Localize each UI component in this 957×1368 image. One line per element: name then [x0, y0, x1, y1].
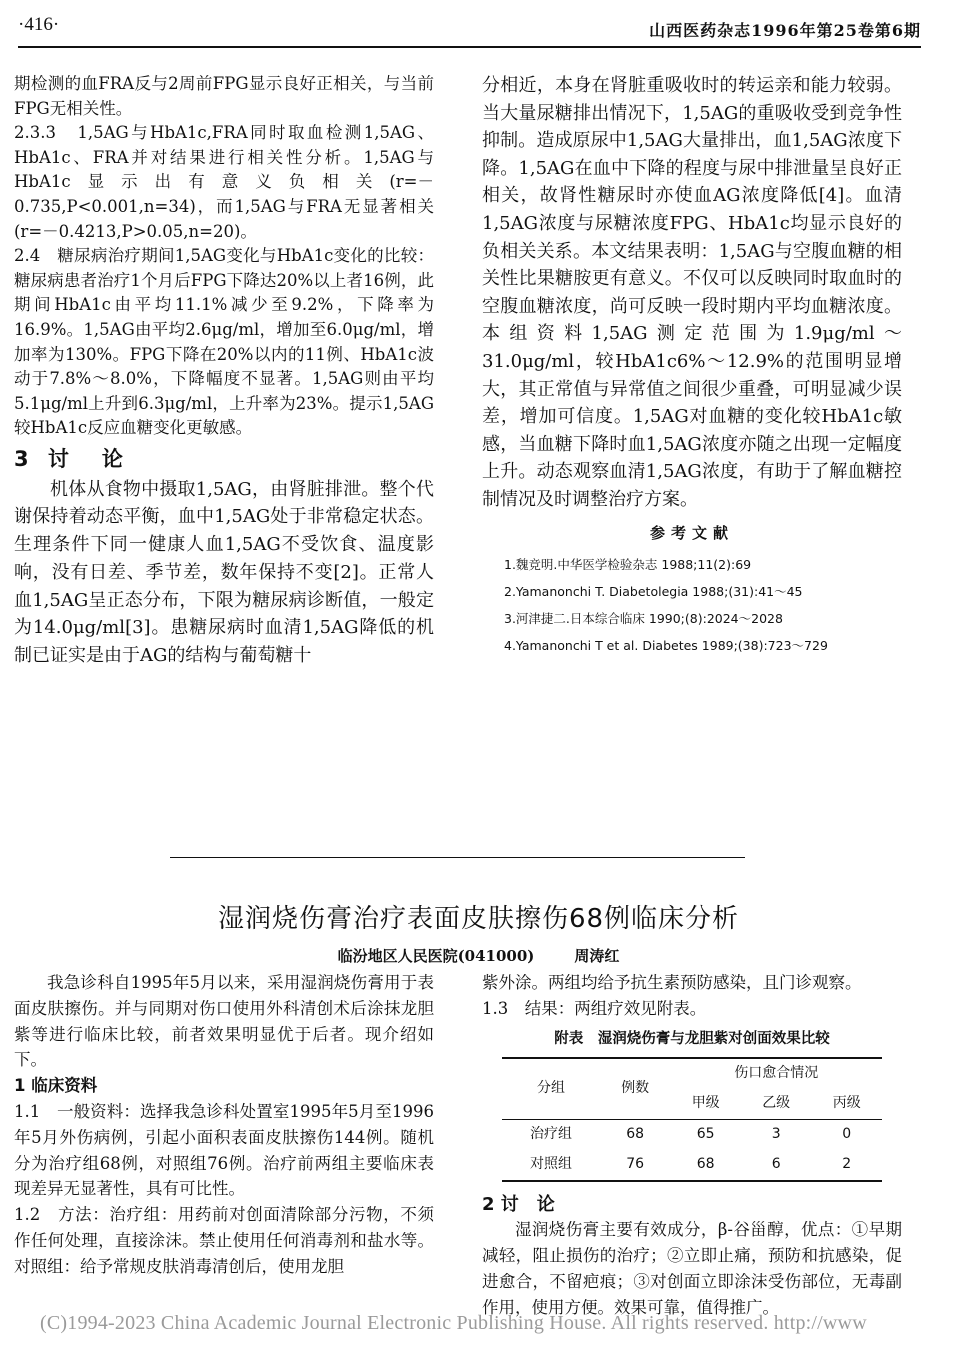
- section-heading: 2 讨 论: [482, 1193, 555, 1215]
- table-cell: 3: [771, 1125, 781, 1142]
- table-header-group: 分组: [502, 1058, 600, 1119]
- article-title: 湿润烧伤膏治疗表面皮肤擦伤68例临床分析: [217, 904, 740, 934]
- paragraph: 1.3 结果：两组疗效见附表。: [482, 998, 707, 1018]
- table-header-heal: 伤口愈合情况: [670, 1058, 882, 1089]
- paragraph: 湿润烧伤膏主要有效成分，β-谷甾醇，优点：①早期减轻，阻止损伤的治疗；②立即止痛，预防和抗感染，促进愈合，不留疤痕；③对创面立即涂沫受伤部位，无毒副作用，使用方便。效果可靠，值得推广。: [482, 1220, 902, 1317]
- paragraph: 2.4 糖尿病治疗期间1,5AG变化与HbA1c变化的比较：糖尿病患者治疗1个月后FPG下降达20%以上者16例，此期间HbA1c由平均11.1%减少至9.2%，下降率为16.9%。1,5AG由平均2.6μg/ml，增加至6.0μg/ml，增加率为130%。FPG下降在20%以内的11例、HbA1c波动于7.8%～8.0%，下降幅度不显著。1,5AG则由平均5.1μg/ml上升到6.3μg/ml，上升率为23%。提示1,5AG较HbA1c反应血糖变化更敏感。: [14, 246, 434, 438]
- table-header-grade: 乙级: [741, 1089, 812, 1119]
- reference-item: 4.Yamanonchi T et al. Diabetes 1989;(38):723～729: [504, 638, 828, 654]
- table-cell: 治疗组: [529, 1125, 572, 1142]
- header-rule: [18, 46, 921, 48]
- paragraph: 1.2 方法：治疗组：用药前对创面清除部分污物，不须作任何处理，直接涂沫。禁止使用任何消毒剂和盐水等。对照组：给予常规皮肤消毒清创后，使用龙胆: [14, 1205, 434, 1276]
- reference-item: 1.魏竞明.中华医学检验杂志 1988;11(2):69: [504, 557, 752, 573]
- paragraph: 我急诊科自1995年5月以来，采用湿润烧伤膏用于表面皮肤擦伤。并与同期对伤口使用外科清创术后涂抹龙胆紫等进行临床比较，前者效果明显优于后者。现介绍如下。: [14, 973, 434, 1070]
- table-header-grade: 甲级: [670, 1089, 741, 1119]
- paragraph: 紫外涂。两组均给予抗生素预防感染，且门诊观察。: [482, 973, 862, 992]
- table-row: [502, 1150, 882, 1181]
- lower-right-column: [482, 970, 902, 1321]
- paragraph: 期检测的血FRA反与2周前FPG显示良好正相关，与当前FPG无相关性。: [14, 74, 434, 118]
- author-name: 周涛红: [574, 947, 620, 965]
- table-cell: 76: [600, 1150, 671, 1181]
- results-table: [502, 1057, 882, 1181]
- table-cell: 6: [741, 1150, 812, 1181]
- reference-item: 3.河津捷二.日本综合临床 1990;(8):2024～2028: [504, 611, 783, 627]
- copyright-footer: (C)1994-2023 China Academic Journal Electronic Publishing House. All rights reserved. http://www: [40, 1312, 867, 1334]
- author-line: [0, 945, 957, 966]
- section-heading: 1 临床资料: [14, 1076, 98, 1096]
- upper-left-column: [14, 72, 434, 670]
- paragraph: 机体从食物中摄取1,5AG，由肾脏排泄。整个代谢保持着动态平衡，血中1,5AG处于非常稳定状态。生理条件下同一健康人血1,5AG不受饮食、温度影响，没有日差、季节差，数年保持不变[2]。正常人血1,5AG呈正态分布，下限为糖尿病诊断值，一般定为14.0μg/ml[3]。患糖尿病时血清1,5AG降低的机制已证实是由于AG的结构与葡萄糖十: [14, 478, 434, 667]
- paragraph: 1.1 一般资料：选择我急诊科处置室1995年5月至1996年5月外伤病例，引起小面积表面皮肤擦伤144例。随机分为治疗组68例，对照组76例。治疗前两组主要临床表现差异无显著性，具有可比性。: [14, 1101, 434, 1199]
- table-cell: 0: [842, 1125, 852, 1142]
- table-row: [502, 1119, 882, 1149]
- upper-right-column: [482, 72, 902, 659]
- references-list: [482, 551, 902, 659]
- reference-item: 2.Yamanonchi T. Diabetolegia 1988;(31):41～45: [504, 584, 803, 600]
- table-cell: 65: [696, 1125, 715, 1142]
- references-title: 参考文献: [649, 523, 734, 542]
- table-cell: 2: [811, 1150, 882, 1181]
- table-cell: 68: [670, 1150, 741, 1181]
- table-cell: 68: [626, 1125, 645, 1142]
- table-cell: 对照组: [502, 1150, 600, 1181]
- paragraph: 2.3.3 1,5AG与HbA1c,FRA同时取血检测1,5AG、HbA1c、FRA并对结果进行相关性分析。1,5AG与HbA1c显示出有意义负相关(r=－0.735,P<0.001,n=34)，而1,5AG与FRA无显著相关(r=－0.4213,P>0.05,n=20)。: [14, 123, 434, 241]
- article-divider: [170, 857, 745, 858]
- lower-left-column: [14, 970, 434, 1280]
- table-header-count: 例数: [600, 1058, 671, 1119]
- page-number: ·416·: [18, 14, 60, 35]
- affiliation: 临汾地区人民医院(041000): [337, 947, 535, 965]
- paragraph: 分相近，本身在肾脏重吸收时的转运亲和能力较弱。当大量尿糖排出情况下，1,5AG的重吸收受到竞争性抑制。造成原尿中1,5AG大量排出，血1,5AG浓度下降。1,5AG在血中下降的程度与尿中排泄量呈良好正相关，故肾性糖尿时亦使血AG浓度降低[4]。血清1,5AG浓度与尿糖浓度FPG、HbA1c均显示良好的负相关关系。本文结果表明：1,5AG与空腹血糖的相关性比果糖胺更有意义。不仅可以反映同时取血时的空腹血糖浓度，尚可反映一段时期内平均血糖浓度。本组资料1,5AG测定范围为1.9μg/ml～31.0μg/ml，较HbA1c6%～12.9%的范围明显增大，其正常值与异常值之间很少重叠，可明显减少误差，增加可信度。1,5AG对血糖的变化较HbA1c敏感，当血糖下降时血1,5AG浓度亦随之出现一定幅度上升。动态观察血清1,5AG浓度，有助于了解血糖控制情况及时调整治疗方案。: [482, 75, 902, 510]
- table-header-grade: 丙级: [811, 1089, 882, 1119]
- table-title: 附表 湿润烧伤膏与龙胆紫对创面效果比较: [554, 1029, 830, 1047]
- journal-header: 山西医药杂志1996年第25卷第6期: [649, 21, 921, 40]
- section-heading: 3 讨 论: [14, 446, 129, 471]
